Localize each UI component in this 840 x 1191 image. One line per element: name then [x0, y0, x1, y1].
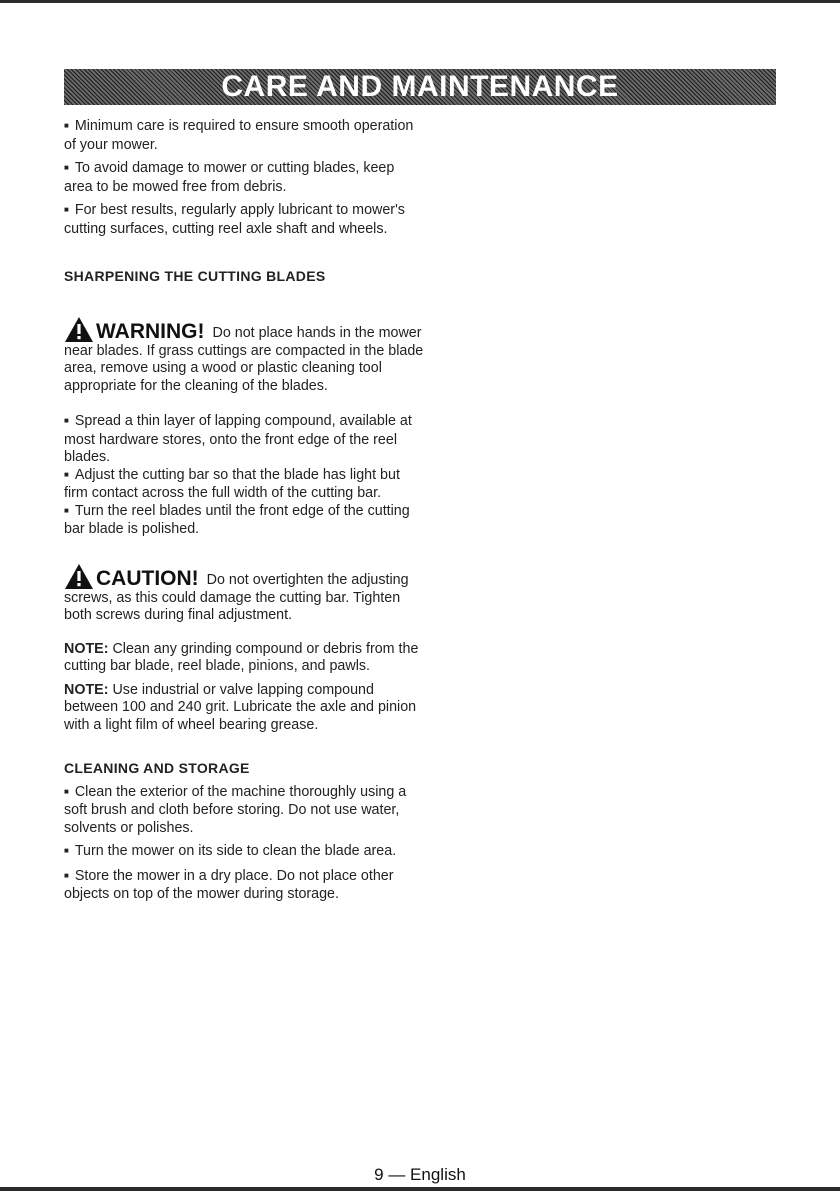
caution-text-first: Do not overtighten the adjusting	[206, 572, 409, 588]
cleaning-heading: CLEANING AND STORAGE	[64, 760, 250, 776]
page-title: CARE AND MAINTENANCE	[221, 70, 619, 103]
sharpening-step: ■ Spread a thin layer of lapping compound, available at most hardware stores, onto the front edge of the reel blades.	[64, 413, 424, 467]
note-label: NOTE:	[64, 681, 109, 698]
section-banner	[64, 69, 776, 105]
caution-block	[64, 563, 424, 625]
note-1	[64, 641, 424, 676]
warning-triangle-icon	[64, 316, 94, 343]
sharpening-heading: SHARPENING THE CUTTING BLADES	[64, 268, 326, 284]
caution-label: CAUTION!	[96, 566, 199, 590]
sharpening-step: ■ Turn the reel blades until the front edge of the cutting bar blade is polished.	[64, 503, 424, 539]
caution-text: screws, as this could damage the cutting bar. Tighten both screws during final adjustment.	[64, 589, 401, 623]
warning-label: WARNING!	[96, 319, 205, 343]
caution-triangle-icon	[64, 563, 94, 590]
warning-text: near blades. If grass cuttings are compacted in the blade area, remove using a wood or plastic cleaning tool appropriate for the cleaning of the blades.	[64, 342, 424, 394]
intro-bullet: ■ Minimum care is required to ensure smooth operation of your mower.	[64, 118, 424, 154]
intro-bullet: ■ For best results, regularly apply lubricant to mower's cutting surfaces, cutting reel axle shaft and wheels.	[64, 202, 424, 238]
note-2	[64, 682, 424, 735]
warning-text-first: Do not place hands in the mower	[212, 325, 422, 341]
intro-bullet: ■ To avoid damage to mower or cutting blades, keep area to be mowed free from debris.	[64, 160, 424, 196]
page-top-rule	[0, 0, 840, 3]
cleaning-bullet: ■ Clean the exterior of the machine thoroughly using a soft brush and cloth before storing. Do not use water, solvents or polishes.	[64, 784, 424, 838]
sharpening-step: ■ Adjust the cutting bar so that the blade has light but firm contact across the full width of the cutting bar.	[64, 467, 424, 503]
warning-block	[64, 316, 424, 396]
note-label: NOTE:	[64, 640, 109, 657]
note-text: Clean any grinding compound or debris from the cutting bar blade, reel blade, pinions, and pawls.	[64, 640, 419, 674]
page-footer: 9 — English	[374, 1165, 466, 1184]
main-content	[64, 118, 424, 904]
note-text: Use industrial or valve lapping compound between 100 and 240 grit. Lubricate the axle and pinion with a light film of wheel bearing grease.	[64, 681, 417, 733]
page-bottom-rule	[0, 1187, 840, 1191]
cleaning-bullet: ■ Turn the mower on its side to clean the blade area.	[64, 843, 424, 862]
cleaning-bullet: ■ Store the mower in a dry place. Do not place other objects on top of the mower during storage.	[64, 868, 424, 904]
